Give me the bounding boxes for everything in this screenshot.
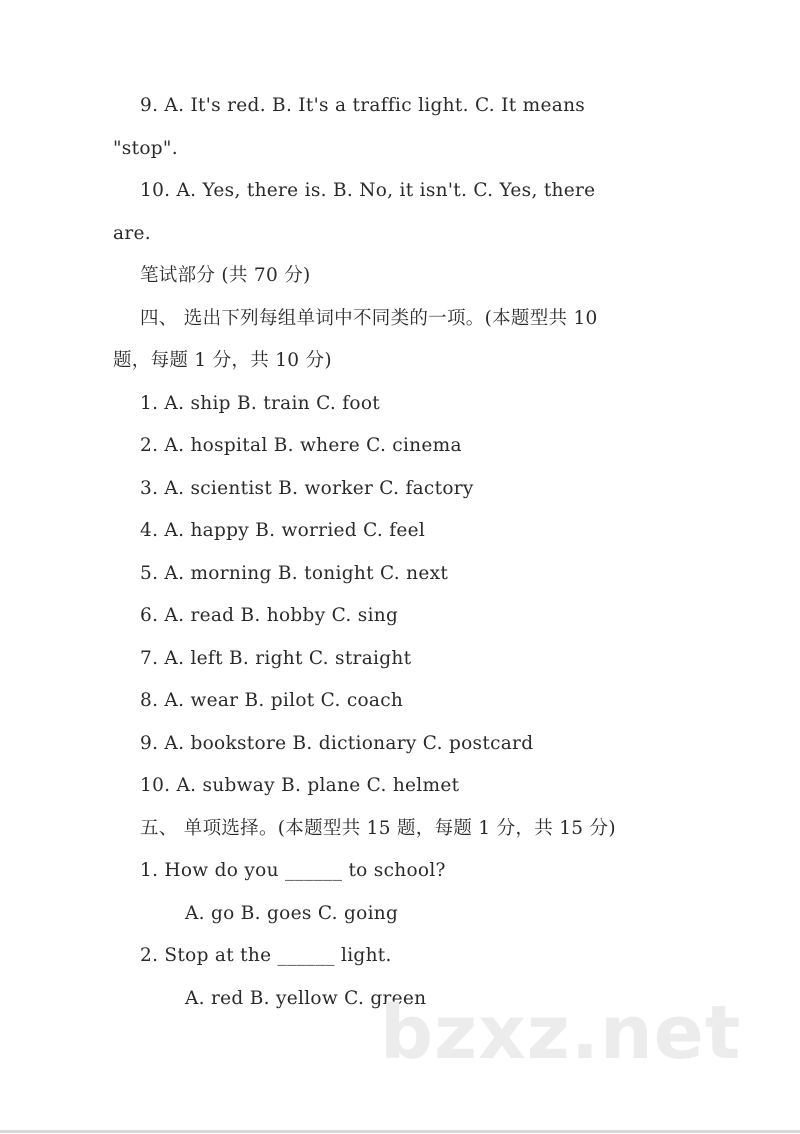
question-item: 4. A. happy B. worried C. feel	[140, 520, 426, 541]
question-item: 7. A. left B. right C. straight	[140, 647, 412, 669]
mc-question-2: 2. Stop at the ______ light.	[140, 945, 392, 966]
mc-question-2-options: A. red B. yellow C. green	[185, 987, 427, 1009]
written-section-heading: 笔试部分 (共 70 分)	[140, 265, 311, 286]
listening-answer-10: 10. A. Yes, there is. B. No, it isn't. C. Yes, there	[140, 180, 596, 201]
document-body	[113, 85, 683, 1020]
watermark-logo: bzxz.net	[380, 990, 742, 1076]
question-item: 6. A. read B. hobby C. sing	[140, 605, 399, 626]
question-item: 9. A. bookstore B. dictionary C. postcard	[140, 732, 534, 754]
question-item: 3. A. scientist B. worker C. factory	[140, 477, 474, 499]
section-4-heading-cont: 题，每题 1 分，共 10 分)	[113, 350, 332, 371]
question-item: 8. A. wear B. pilot C. coach	[140, 690, 404, 711]
section-4-heading: 四、 选出下列每组单词中不同类的一项。(本题型共 10	[140, 307, 598, 329]
mc-question-1: 1. How do you ______ to school?	[140, 860, 446, 881]
question-item: 1. A. ship B. train C. foot	[140, 392, 380, 414]
listening-answer-10-cont: are.	[113, 222, 151, 244]
section-5-heading: 五、 单项选择。(本题型共 15 题，每题 1 分，共 15 分)	[140, 817, 616, 839]
question-item: 5. A. morning B. tonight C. next	[140, 562, 449, 584]
question-item: 2. A. hospital B. where C. cinema	[140, 435, 462, 456]
listening-answer-9-cont: "stop".	[113, 137, 178, 159]
listening-answer-9: 9. A. It's red. B. It's a traffic light. C. It means	[140, 95, 586, 116]
mc-question-1-options: A. go B. goes C. going	[185, 902, 399, 924]
question-item: 10. A. subway B. plane C. helmet	[140, 775, 460, 796]
